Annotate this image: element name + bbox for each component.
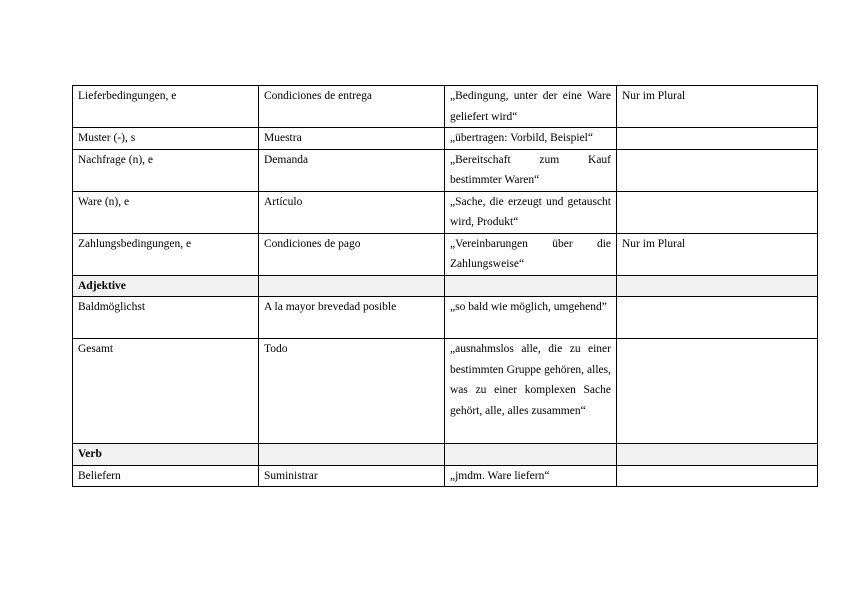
empty-cell <box>617 275 818 297</box>
section-header-row <box>73 275 818 297</box>
table-row <box>73 233 818 275</box>
german-term: Zahlungsbedingungen, e <box>73 233 259 275</box>
table-row <box>73 339 818 444</box>
note: Nur im Plural <box>617 86 818 128</box>
note: Nur im Plural <box>617 233 818 275</box>
definition: „so bald wie möglich, umgehend” <box>445 297 617 339</box>
spanish-term: A la mayor brevedad posible <box>259 297 445 339</box>
spanish-term: Todo <box>259 339 445 444</box>
spanish-term: Muestra <box>259 128 445 150</box>
section-heading: Verb <box>73 444 259 466</box>
empty-cell <box>259 444 445 466</box>
table-row <box>73 465 818 487</box>
table-row <box>73 297 818 339</box>
table-row <box>73 128 818 150</box>
spanish-term: Demanda <box>259 149 445 191</box>
definition: „übertragen: Vorbild, Beispiel“ <box>445 128 617 150</box>
spanish-term: Condiciones de pago <box>259 233 445 275</box>
table-row <box>73 86 818 128</box>
german-term: Nachfrage (n), e <box>73 149 259 191</box>
note <box>617 465 818 487</box>
note <box>617 297 818 339</box>
spanish-term: Suministrar <box>259 465 445 487</box>
definition: „Vereinbarungen über die Zahlungsweise“ <box>445 233 617 275</box>
table-row <box>73 149 818 191</box>
german-term: Muster (-), s <box>73 128 259 150</box>
note <box>617 339 818 444</box>
german-term: Lieferbedingungen, e <box>73 86 259 128</box>
german-term: Baldmöglichst <box>73 297 259 339</box>
section-header-row <box>73 444 818 466</box>
definition: „Bereitschaft zum Kauf bestimmter Waren“ <box>445 149 617 191</box>
spanish-term: Condiciones de entrega <box>259 86 445 128</box>
spanish-term: Artículo <box>259 191 445 233</box>
definition: „jmdm. Ware liefern“ <box>445 465 617 487</box>
note <box>617 149 818 191</box>
definition: „Sache, die erzeugt und getauscht wird, Produkt“ <box>445 191 617 233</box>
section-heading: Adjektive <box>73 275 259 297</box>
german-term: Gesamt <box>73 339 259 444</box>
empty-cell <box>617 444 818 466</box>
empty-cell <box>445 275 617 297</box>
table-row <box>73 191 818 233</box>
vocabulary-table <box>72 85 818 487</box>
note <box>617 128 818 150</box>
definition: „ausnahmslos alle, die zu einer bestimmten Gruppe gehören, alles, was zu einer komplexen Sache gehört, alle, alles zusammen“ <box>445 339 617 444</box>
empty-cell <box>445 444 617 466</box>
empty-cell <box>259 275 445 297</box>
german-term: Beliefern <box>73 465 259 487</box>
german-term: Ware (n), e <box>73 191 259 233</box>
definition: „Bedingung, unter der eine Ware geliefert wird“ <box>445 86 617 128</box>
note <box>617 191 818 233</box>
